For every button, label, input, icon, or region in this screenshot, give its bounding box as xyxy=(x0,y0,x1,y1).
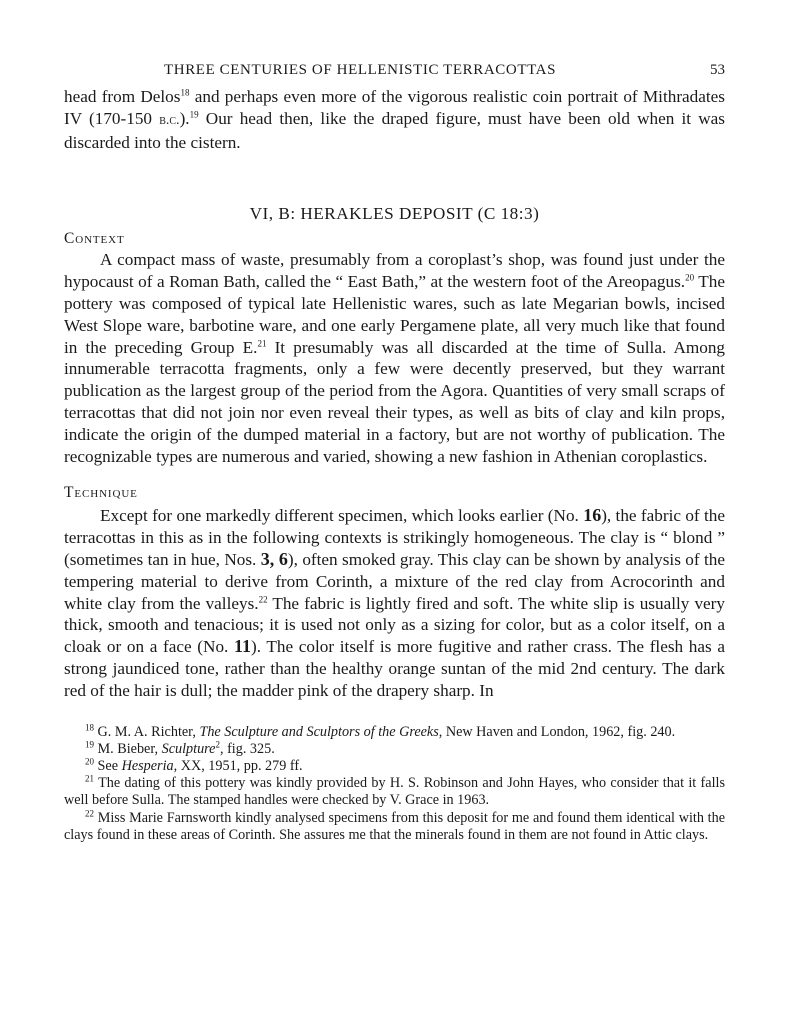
footnote-number: 18 xyxy=(85,721,94,732)
footnote-title: Hesperia xyxy=(121,757,174,774)
catalog-ref-16[interactable]: 16 xyxy=(583,505,602,526)
footnote-ref-21[interactable]: 21 xyxy=(257,337,267,348)
footnote-title: The Sculpture and Sculptors of the Greeks xyxy=(199,723,439,740)
footnote-text: M. Bieber, xyxy=(97,740,162,757)
catalog-ref-11[interactable]: 11 xyxy=(234,636,252,657)
footnote-text: See xyxy=(97,757,122,774)
footnote-number: 20 xyxy=(85,756,94,767)
technique-text-1: Except for one markedly different specimen, which looks earlier (No. xyxy=(100,506,584,526)
catalog-ref-3-6[interactable]: 3, 6 xyxy=(260,548,288,569)
footnote-number: 22 xyxy=(85,807,94,818)
intro-text-4: Our head then, like the draped figure, must have been old when it was discarded into the cistern. xyxy=(64,108,725,152)
technique-text-4: The fabric is lightly fired and soft. The white slip is usually very thick, smooth and tenacious; it is used not only as a sizing for color, but as a color itself, on a cloak or on a face (No. xyxy=(64,593,725,657)
context-heading: Context xyxy=(64,230,125,248)
technique-text-3: ), often smoked gray. This clay can be shown by analysis of the tempering material to derive from Corinth, a mixture of the red clay from Acrocorinth and white clay from the valleys. xyxy=(64,549,726,613)
technique-paragraph xyxy=(64,505,725,701)
footnote-number: 19 xyxy=(85,739,94,749)
footnote-ref-19[interactable]: 19 xyxy=(189,109,199,120)
intro-text-2: and perhaps even more of the vigorous realistic coin portrait of Mithradates IV (170-150 xyxy=(64,87,725,128)
footnotes xyxy=(64,721,725,844)
footnote-ref-18[interactable]: 18 xyxy=(180,87,190,98)
context-paragraph xyxy=(64,249,725,467)
technique-heading: Technique xyxy=(64,484,138,502)
footnote-ref-22[interactable]: 22 xyxy=(258,593,268,604)
footnote-21 xyxy=(64,775,725,809)
running-head xyxy=(64,56,725,86)
section-title: VI, B: HERAKLES DEPOSIT (C 18:3) xyxy=(249,204,540,224)
footnote-text: , fig. 325. xyxy=(219,740,275,757)
page-number: 53 xyxy=(710,62,725,78)
context-text-2: The pottery was composed of typical late Hellenistic wares, such as late Megarian bowls, incised West Slope ware, barbotine ware, and one early Pergamene plate, all very much like that found in the preceding Group E. xyxy=(64,272,725,357)
context-text-1: A compact mass of waste, presumably from a coroplast’s shop, was found just under the hypocaust of a Roman Bath, called the “ East Bath,” at the western foot of the Areopagus. xyxy=(64,250,725,292)
footnote-18 xyxy=(64,721,725,741)
footnote-text: , New Haven and London, 1962, fig. 240. xyxy=(438,723,676,740)
edition-superscript: 2 xyxy=(215,739,220,749)
footnote-22 xyxy=(64,807,725,844)
footnote-text: , XX, 1951, pp. 279 ff. xyxy=(173,757,303,774)
intro-text-1: head from Delos xyxy=(64,87,181,106)
footnote-text: G. M. A. Richter, xyxy=(97,723,200,740)
context-text-3: It presumably was all discarded at the time of Sulla. Among innumerable terracotta fragments, only a few were decently preserved, but they warrant publication as the largest group of the period from the Agora. Quantities of very small scraps of terracottas that did not join nor even reveal their types, as well as bits of clay and kiln props, indicate the origin of the dumped material in a factory, but are not worthy of publication. The recognizable types are numerous and varied, showing a new fashion in Athenian coroplastics. xyxy=(64,337,726,466)
running-title: THREE CENTURIES OF HELLENISTIC TERRACOTTAS xyxy=(164,62,557,78)
footnote-text: Miss Marie Farnsworth kindly analysed specimens from this deposit for me and found them identical with the clays found in these areas of Corinth. She assures me that the minerals found in them are not found in Attic clays. xyxy=(64,809,725,843)
footnote-number: 21 xyxy=(85,773,94,784)
intro-paragraph xyxy=(64,86,725,153)
technique-text-2: ), the fabric of the terracottas in this as in the following contexts is strikingly homogeneous. The clay is “ blond ” (sometimes tan in hue, Nos. xyxy=(64,506,725,569)
footnote-text: The dating of this pottery was kindly provided by H. S. Robinson and John Hayes, who consider that it falls well before Sulla. The stamped handles were checked by V. Grace in 1963. xyxy=(64,775,725,809)
technique-text-5: ). The color itself is more fugitive and rather crass. The flesh has a strong jaundiced tone, rather than the healthy orange suntan of the mid 2nd century. The dark red of the hair is dull; the madder pink of the drapery sharp. In xyxy=(64,637,725,700)
intro-text-3: ). xyxy=(179,108,190,128)
bc-abbrev: b.c. xyxy=(159,112,180,128)
footnote-20 xyxy=(64,758,725,775)
page xyxy=(64,56,725,844)
footnote-19 xyxy=(64,741,725,758)
footnote-title: Sculpture xyxy=(161,740,216,757)
footnote-ref-20[interactable]: 20 xyxy=(685,272,695,283)
